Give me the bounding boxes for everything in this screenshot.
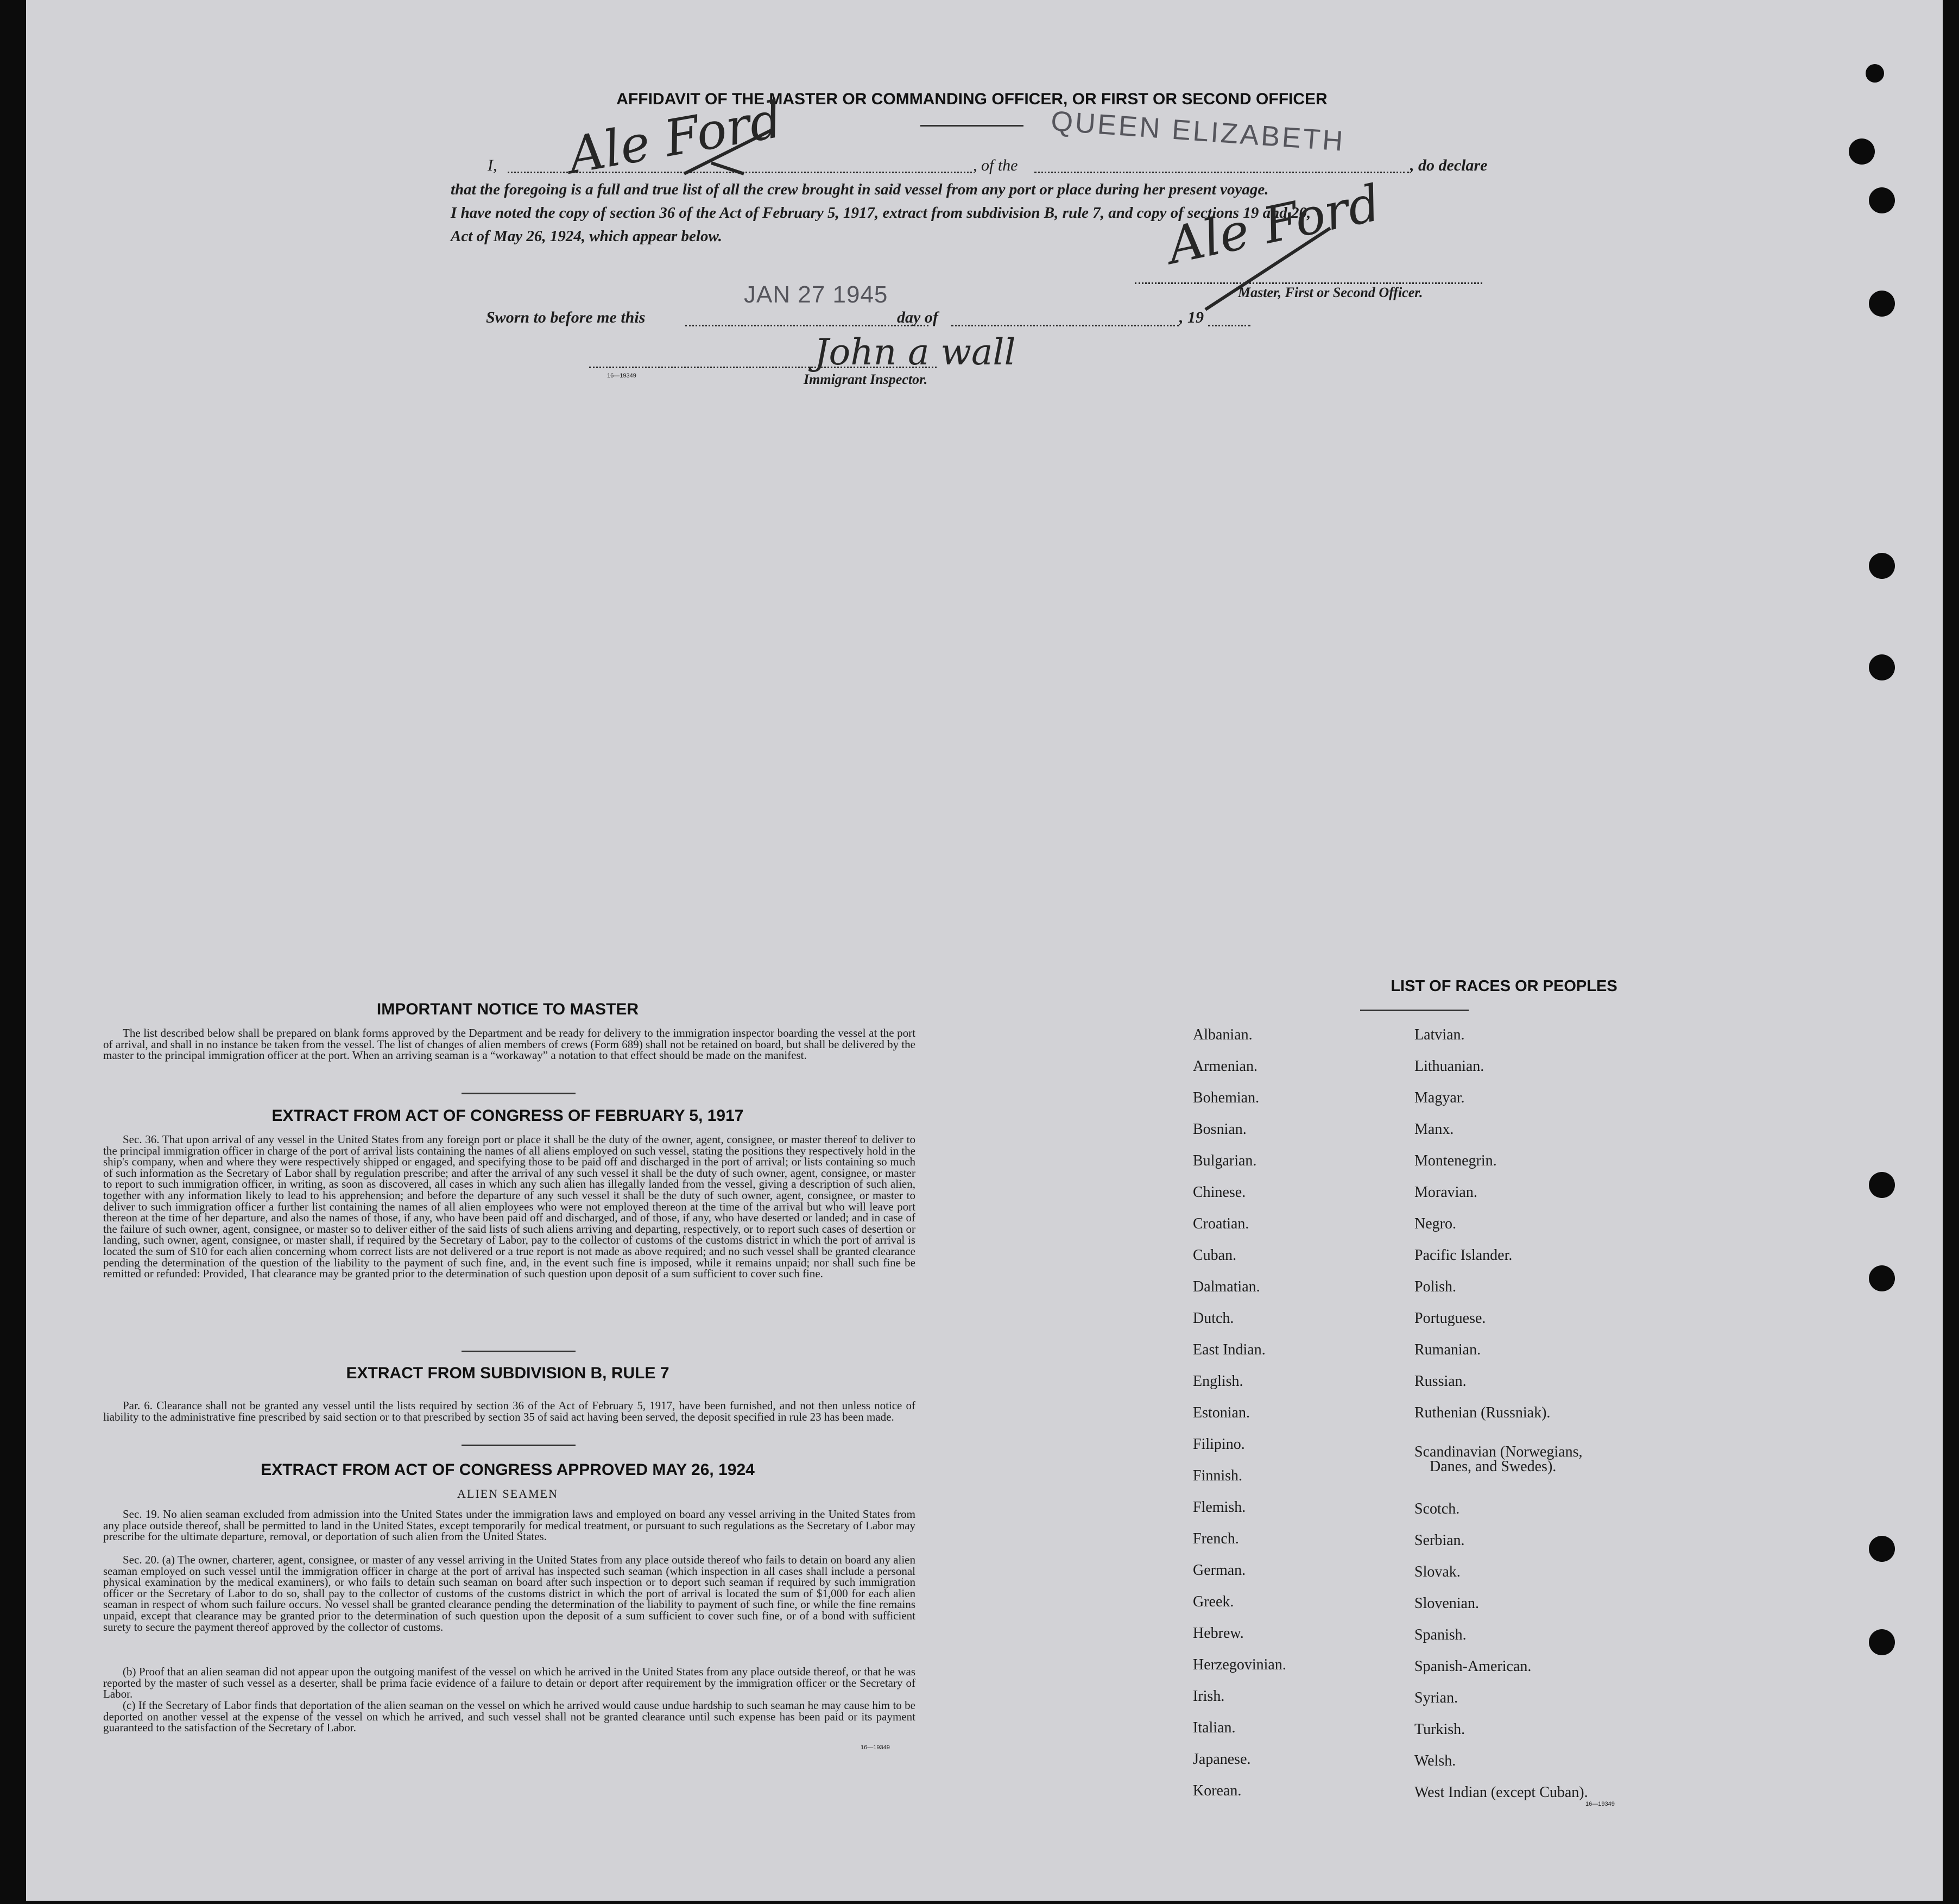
race-item: Polish.	[1414, 1278, 1457, 1295]
race-item: Dutch.	[1193, 1310, 1234, 1327]
race-item: Russian.	[1414, 1373, 1467, 1390]
race-item: Welsh.	[1414, 1752, 1456, 1769]
title-rule	[920, 125, 1023, 127]
extract-form-number: 16—19349	[861, 1744, 890, 1751]
extract-1917-title: EXTRACT FROM ACT OF CONGRESS OF FEBRUARY 5, 1917	[271, 1107, 744, 1125]
inspector-caption: Immigrant Inspector.	[804, 371, 928, 387]
master-caption: Master, First or Second Officer.	[1238, 285, 1423, 300]
alien-seamen-subtitle: ALIEN SEAMEN	[457, 1487, 558, 1500]
section-20b-body: (b) Proof that an alien seaman did not appear upon the outgoing manifest of the vessel on which he arrived in the United States from any place outside thereof, or that he was reported by the master of such vessel as a deserter, shall be prima facie evidence of a failure to detain or deport after requirement by the immigration officer or the Secretary of Labor.	[103, 1665, 915, 1701]
race-item: Lithuanian.	[1414, 1058, 1484, 1075]
section-rule	[462, 1093, 576, 1094]
inspector-signature: John a wall	[814, 331, 1016, 373]
declaration-line-3: Act of May 26, 1924, which appear below.	[451, 228, 722, 245]
sworn-month-field	[951, 325, 1179, 326]
race-item: Portuguese.	[1414, 1310, 1486, 1327]
year-prefix: , 19	[1179, 308, 1204, 326]
race-item: Flemish.	[1193, 1499, 1246, 1516]
race-item: Syrian.	[1414, 1689, 1458, 1706]
race-item: Negro.	[1414, 1215, 1456, 1232]
race-item: Latvian.	[1414, 1026, 1465, 1043]
binder-hole	[1866, 64, 1884, 83]
race-item: Moravian.	[1414, 1184, 1477, 1201]
race-item: Herzegovinian.	[1193, 1656, 1286, 1673]
race-item: Serbian.	[1414, 1532, 1465, 1549]
notice-title: IMPORTANT NOTICE TO MASTER	[376, 1000, 639, 1018]
binder-hole	[1869, 553, 1895, 579]
race-item: Finnish.	[1193, 1467, 1243, 1484]
race-item: Manx.	[1414, 1121, 1454, 1138]
signature-flourish	[679, 119, 776, 179]
race-item: Pacific Islander.	[1414, 1247, 1513, 1264]
vessel-name-stamp: QUEEN ELIZABETH	[1050, 105, 1346, 157]
do-declare-label: , do declare	[1410, 156, 1488, 174]
declaration-line-2: I have noted the copy of section 36 of the Act of February 5, 1917, extract from subdivision B, rule 7, and copy of sections 19 and 20,	[451, 204, 1311, 222]
race-item: East Indian.	[1193, 1341, 1266, 1358]
race-item: German.	[1193, 1562, 1246, 1579]
race-item: Scandinavian (Norwegians,	[1414, 1443, 1583, 1460]
extract-1924-title: EXTRACT FROM ACT OF CONGRESS APPROVED MAY 26, 1924	[261, 1461, 755, 1479]
day-of-label: day of	[897, 308, 938, 326]
race-item: West Indian (except Cuban).	[1414, 1784, 1588, 1801]
race-item: Dalmatian.	[1193, 1278, 1260, 1295]
master-signature-line	[1135, 282, 1482, 284]
affidavit-title: AFFIDAVIT OF THE MASTER OR COMMANDING OFFICER, OR FIRST OR SECOND OFFICER	[616, 90, 1328, 108]
binder-hole	[1869, 1536, 1895, 1562]
race-item: Croatian.	[1193, 1215, 1249, 1232]
master-signature-right: Ale Ford	[1162, 173, 1386, 276]
binder-hole	[1869, 1172, 1895, 1198]
race-item: Greek.	[1193, 1593, 1234, 1610]
binder-hole	[1849, 138, 1875, 165]
race-item: Bohemian.	[1193, 1089, 1260, 1106]
race-item: Scotch.	[1414, 1500, 1460, 1517]
binder-hole	[1869, 187, 1895, 213]
races-form-number: 16—19349	[1585, 1801, 1615, 1807]
notice-body: The list described below shall be prepared on blank forms approved by the Department and be ready for delivery to the immigration inspector boarding the vessel at the port of arrival, and shall in no instance be taken from the vessel. The list of changes of alien members of crews (Form 689) shall not be retained on board, but shall be delivered by the master to the principal immigration officer at the port. When an arriving seaman is a “workaway” a notation to that effect should be made on the manifest.	[103, 1026, 915, 1062]
subdivision-b-title: EXTRACT FROM SUBDIVISION B, RULE 7	[346, 1364, 669, 1382]
sworn-day-field	[685, 325, 928, 326]
binder-hole	[1869, 291, 1895, 317]
i-label: I,	[488, 156, 497, 174]
of-the-label: , of the	[973, 156, 1018, 174]
section-rule	[462, 1351, 576, 1352]
race-item: Bulgarian.	[1193, 1152, 1257, 1169]
race-item: Chinese.	[1193, 1184, 1246, 1201]
affidavit-form-number: 16—19349	[607, 373, 636, 379]
vessel-name-field	[1034, 172, 1409, 173]
race-item: Turkish.	[1414, 1721, 1465, 1738]
race-item: Rumanian.	[1414, 1341, 1481, 1358]
race-item: Albanian.	[1193, 1026, 1253, 1043]
race-item: Slovak.	[1414, 1563, 1461, 1580]
section-rule	[462, 1445, 576, 1446]
binder-hole	[1869, 1265, 1895, 1291]
subdivision-b-body: Par. 6. Clearance shall not be granted any vessel until the lists required by section 36 of the Act of February 5, 1917, have been furnished, and not then unless notice of liability to the administrative fine prescribed by said section or to that prescribed by section 35 of said act having been served, the deposit specified in rule 23 has been made.	[103, 1399, 915, 1423]
master-signature-top: Ale Ford	[564, 90, 786, 185]
race-item: Magyar.	[1414, 1089, 1465, 1106]
section-19-body: Sec. 19. No alien seaman excluded from admission into the United States under the immigration laws and employed on board any vessel arriving in the United States from any place outside thereof, shall be permitted to land in the United States, except temporarily for medical treatment, or pursuant to such regulations as the Secretary of Labor may prescribe for the ultimate departure, removal, or deportation of such alien from the United States.	[103, 1508, 915, 1543]
signature-flourish	[1200, 223, 1336, 315]
date-stamp: JAN 27 1945	[744, 281, 888, 308]
race-item: Bosnian.	[1193, 1121, 1247, 1138]
races-title: LIST OF RACES OR PEOPLES	[1391, 978, 1617, 995]
race-item: French.	[1193, 1530, 1239, 1547]
sworn-year-field	[1208, 325, 1250, 326]
race-item: Spanish.	[1414, 1626, 1467, 1643]
inspector-signature-line	[589, 367, 937, 368]
race-item: Filipino.	[1193, 1436, 1245, 1453]
race-item: Cuban.	[1193, 1247, 1237, 1264]
race-item: Armenian.	[1193, 1058, 1257, 1075]
race-item: Spanish-American.	[1414, 1658, 1532, 1675]
extract-1917-body: Sec. 36. That upon arrival of any vessel in the United States from any foreign port or place it shall be the duty of the owner, agent, consignee, or master thereof to deliver to the principal immigration officer in charge of the port of arrival lists containing the names of all aliens employed on such vessel, stating the positions they respectively hold in the ship's company, when and where they were respectively shipped or engaged, and specifying those to be paid off and discharged in the port of arrival; or lists containing so much of such information as the Secretary of Labor shall by regulation prescribe; and after the arrival of any such vessel it shall be the duty of such owner, agent, consignee, or master to report to such immigration officer, in writing, as soon as discovered, all cases in which any such alien has illegally landed from the vessel, giving a description of such alien, together with any information likely to lead to his apprehension; and before the departure of any such vessel it shall be the duty of such owner, agent, consignee, or master to deliver to such immigration officer a further list containing the names of all alien employees who were not employed thereon at the time of the arrival but who will leave port thereon at the time of her departure, and also the names of those, if any, who have been paid off and discharged, and of those, if any, who have deserted or landed; and in case of the failure of such owner, agent, consignee, or master so to deliver either of the said lists of such aliens arriving and departing, respectively, or to report such cases of desertion or landing, such owner, agent, consignee, or master shall, if required by the Secretary of Labor, pay to the collector of customs of the customs district in which the port of arrival is located the sum of $10 for each alien concerning whom correct lists are not delivered or a true report is not made as above required; and no such vessel shall be granted clearance pending the determination of the question of the liability to the payment of such fine, and, in the event such fine is imposed, while it remains unpaid; nor shall such fine be remitted or refunded: Provided, That clearance may be granted prior to the determination of such question upon deposit of a sum sufficient to cover such fine.	[103, 1133, 915, 1281]
races-title-rule	[1360, 1010, 1469, 1011]
race-item: Japanese.	[1193, 1751, 1251, 1768]
race-item: English.	[1193, 1373, 1243, 1390]
section-20c-body: (c) If the Secretary of Labor finds that deportation of the alien seaman on the vessel on which he arrived would cause undue hardship to such seaman he may cause him to be deported on another vessel at the expense of the vessel on which he arrived, and such vessel shall not be granted clearance until such expense has been paid or its payment guaranteed to the satisfaction of the Secretary of Labor.	[103, 1699, 915, 1735]
race-item: Estonian.	[1193, 1404, 1250, 1421]
race-item: Hebrew.	[1193, 1625, 1244, 1642]
race-item: Korean.	[1193, 1782, 1242, 1799]
sworn-label: Sworn to before me this	[486, 308, 646, 326]
section-20a-body: Sec. 20. (a) The owner, charterer, agent, consignee, or master of any vessel arriving in the United States from any place outside thereof who fails to detain on board any alien seaman employed on such vessel until the immigration officer in charge at the port of arrival has inspected such seaman (which inspection in all cases shall include a personal physical examination by the medical examiners), or who fails to detain such seaman on board after such inspection or to deport such seaman if required by such immigration officer or the Secretary of Labor to do so, shall pay to the collector of customs of the customs district in which the port of arrival is located the sum of $1,000 for each alien seaman in respect of whom such failure occurs. No vessel shall be granted clearance pending the determination of the liability to payment of such fine, or while the fine remains unpaid, except that clearance may be granted prior to the determination of such question upon the deposit of a sum sufficient to cover such fine, or of a bond with sufficient surety to secure the payment thereof approved by the collector of customs.	[103, 1553, 915, 1634]
race-item: Montenegrin.	[1414, 1152, 1497, 1169]
race-item: Ruthenian (Russniak).	[1414, 1404, 1551, 1421]
race-item: Irish.	[1193, 1688, 1225, 1705]
race-item: Danes, and Swedes).	[1430, 1458, 1557, 1475]
declaration-line-1: that the foregoing is a full and true list of all the crew brought in said vessel from any port or place during her present voyage.	[451, 181, 1269, 198]
binder-hole	[1869, 1629, 1895, 1655]
binder-hole	[1869, 654, 1895, 680]
race-item: Italian.	[1193, 1719, 1236, 1736]
race-item: Slovenian.	[1414, 1595, 1479, 1612]
